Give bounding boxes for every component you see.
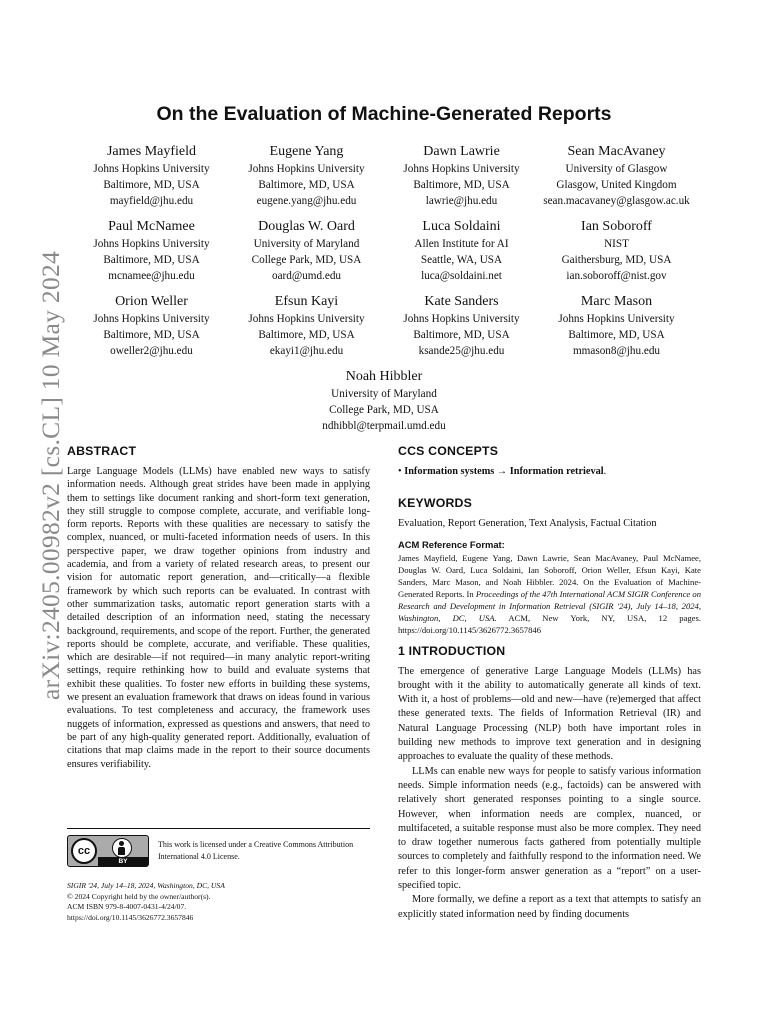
author-name: Paul McNamee [108, 219, 195, 234]
arxiv-identifier: arXiv:2405.00982v2 [cs.CL] 10 May 2024 [36, 250, 65, 700]
author-affiliation: NIST [604, 238, 629, 250]
author-name: James Mayfield [106, 144, 197, 159]
by-label: BY [98, 857, 148, 866]
author [539, 293, 694, 359]
ccs-concepts [398, 465, 701, 478]
ccs-arrow: → [496, 466, 508, 477]
venue-conference: SIGIR '24, July 14–18, 2024, Washington, DC, USA [67, 881, 225, 890]
keywords-text: Evaluation, Report Generation, Text Analysis, Factual Citation [398, 518, 657, 530]
author-location: College Park, MD, USA [251, 254, 362, 266]
acm-reference-tail: ACM, New York, NY, USA, 12 pages. https://doi.org/10.1145/3626772.3657846 [398, 612, 701, 635]
author-affiliation: University of Glasgow [565, 163, 668, 175]
paper-title: On the Evaluation of Machine-Generated Reports [156, 103, 612, 125]
author-location: Seattle, WA, USA [420, 254, 503, 266]
author-location: Baltimore, MD, USA [103, 179, 200, 191]
cc-by-badge-icon[interactable] [67, 835, 149, 867]
author [229, 218, 384, 284]
author-email: oweller2@jhu.edu [110, 345, 193, 357]
author [229, 293, 384, 359]
venue-info [67, 881, 370, 923]
author-location: Baltimore, MD, USA [103, 329, 200, 341]
author-name: Dawn Lawrie [423, 144, 500, 159]
author-name: Efsun Kayi [274, 294, 339, 309]
author-email: sean.macavaney@glasgow.ac.uk [543, 195, 690, 207]
author-location: Baltimore, MD, USA [258, 179, 355, 191]
author-location: Baltimore, MD, USA [568, 329, 665, 341]
author-email: mcnamee@jhu.edu [108, 270, 195, 282]
author-name: Kate Sanders [424, 294, 499, 309]
author-block [74, 143, 694, 443]
author-row [74, 293, 694, 359]
author-email: lawrie@jhu.edu [425, 195, 498, 207]
abstract-heading: ABSTRACT [67, 444, 137, 458]
author-affiliation: Allen Institute for AI [414, 238, 509, 250]
author [74, 218, 229, 284]
author [229, 143, 384, 209]
author [384, 143, 539, 209]
author-email: ian.soboroff@nist.gov [566, 270, 667, 282]
author-row [74, 368, 694, 434]
ccs-period: . [603, 466, 607, 477]
author [74, 143, 229, 209]
author-location: Baltimore, MD, USA [413, 179, 510, 191]
author [539, 218, 694, 284]
attribution-person-icon [112, 838, 132, 858]
author-location: Baltimore, MD, USA [413, 329, 510, 341]
author-email: ndhibbl@terpmail.umd.edu [322, 420, 446, 432]
author-name: Eugene Yang [269, 144, 344, 159]
acm-reference-text [398, 552, 701, 636]
keywords-heading: KEYWORDS [398, 496, 473, 511]
right-column [398, 444, 701, 922]
author-location: Baltimore, MD, USA [258, 329, 355, 341]
author-row [74, 218, 694, 284]
author [539, 143, 694, 209]
ccs-bullet: • [398, 466, 402, 477]
author-name: Noah Hibbler [345, 369, 423, 384]
author-email: eugene.yang@jhu.edu [256, 195, 357, 207]
author-name: Orion Weller [115, 294, 188, 309]
author-affiliation: Johns Hopkins University [248, 313, 365, 325]
introduction-heading: 1 INTRODUCTION [398, 643, 506, 658]
author-location: Gaithersburg, MD, USA [561, 254, 672, 266]
cc-icon: cc [71, 838, 97, 864]
author-location: College Park, MD, USA [329, 404, 439, 416]
author-affiliation: Johns Hopkins University [403, 313, 520, 325]
ccs-term-systems: Information systems [404, 466, 495, 477]
license-block [67, 828, 370, 923]
author-location: Baltimore, MD, USA [103, 254, 200, 266]
author-name: Luca Soldaini [422, 219, 501, 234]
intro-paragraph: The emergence of generative Large Language Models (LLMs) has brought with it the ability to automatically generate all kinds of text. With it, a host of problems—old and new—have (re)emerged that affect these generated texts. The fields of Information Retrieval (IR) and Natural Language Processing (NLP) both have important roles in building new methods to improve text generation and in designing approaches to evaluate the quality of these methods. [398, 665, 701, 763]
author-email: ksande25@jhu.edu [418, 345, 505, 357]
license-text: This work is licensed under a Creative Commons Attribution International 4.0 License. [158, 840, 354, 861]
author-email: mmason8@jhu.edu [572, 345, 661, 357]
author-affiliation: Johns Hopkins University [93, 238, 210, 250]
venue-copyright: © 2024 Copyright held by the owner/author(s). [67, 891, 211, 901]
intro-paragraph: LLMs can enable new ways for people to satisfy various information needs. Simple information needs (e.g., factoids) can be answered with relatively short generated responses pointing to a single source. However, when information needs are complex, nuanced, or multifaceted, a suitable response must also be more complex. They need to draw together numerous facts gathered from potentially multiple sources to completely and faithfully respond to the information need. We refer to this longer-form answer generation as a “report” on a user-specified topic. [398, 765, 701, 892]
author-row [74, 143, 694, 209]
ccs-term-retrieval: Information retrieval [509, 466, 604, 477]
author-affiliation: Johns Hopkins University [558, 313, 675, 325]
author [384, 218, 539, 284]
author-affiliation: Johns Hopkins University [248, 163, 365, 175]
intro-paragraph: More formally, we define a report as a text that attempts to satisfy an explicitly stated information need by finding documents [398, 894, 701, 920]
author [384, 293, 539, 359]
ccs-heading: CCS CONCEPTS [398, 444, 499, 458]
acm-reference-heading: ACM Reference Format: [398, 538, 505, 550]
author-affiliation: Johns Hopkins University [93, 313, 210, 325]
author-name: Sean MacAvaney [567, 144, 666, 159]
author-name: Marc Mason [580, 294, 653, 309]
author-email: mayfield@jhu.edu [109, 195, 194, 207]
venue-isbn: ACM ISBN 979-8-4007-0431-4/24/07. [67, 902, 187, 911]
author-affiliation: University of Maryland [253, 238, 360, 250]
abstract-text: Large Language Models (LLMs) have enabled new ways to satisfy information needs. Although great strides have been made in applying them to settings like document ranking and short-form text generation, they still struggle to compose complete, accurate, and verifiable long-form reports. Reports with these qualities are necessary to satisfy the complex, nuanced, or multi-faceted information needs of users. In this perspective paper, we draw together opinions from industry and academia, and from a variety of related research areas, to present our vision for automatic report generation, and—critically—a flexible framework by which such reports can be evaluated. In contrast with other summarization tasks, automatic report generation starts with a detailed description of an information need, stating the necessary background, requirements, and scope of the report. Further, the generated reports should be complete, accurate, and verifiable. These qualities, which are desirable—if not required—in many analytic report-writing settings, require rethinking how to build and evaluate systems that exhibit these qualities. To foster new efforts in building these systems, we present an evaluation framework that draws on ideas found in various evaluations. To test completeness and accuracy, the framework uses nuggets of information, expressed as questions and answers, that need to be part of any high-quality generated report. Additionally, evaluation of citations that map claims made in the report to their source documents ensures verifiability. [67, 466, 370, 770]
author-email: ekayi1@jhu.edu [269, 345, 344, 357]
author-email: oard@umd.edu [271, 270, 342, 282]
author [307, 368, 462, 434]
author-email: luca@soldaini.net [421, 270, 502, 282]
license-row [67, 835, 370, 867]
author-name: Ian Soboroff [581, 219, 652, 234]
author-affiliation: University of Maryland [331, 388, 437, 400]
author-name: Douglas W. Oard [258, 219, 355, 234]
venue-doi-link[interactable]: https://doi.org/10.1145/3626772.3657846 [67, 912, 194, 922]
left-column [67, 444, 370, 771]
author [74, 293, 229, 359]
author-affiliation: Johns Hopkins University [93, 163, 210, 175]
author-location: Glasgow, United Kingdom [556, 179, 677, 191]
acm-reference-authors: James Mayfield, Eugene Yang, Dawn Lawrie, Sean MacAvaney, Paul McNamee, Douglas W. Oard, Luca Soldaini, Ian Soboroff, Orion Weller, Efsun Kayi, Kate Sanders, Marc Mason, and Noah Hibbler. 2024. On the Evaluation of Machine-Generated Reports. In [398, 552, 701, 599]
acm-reference-proceedings: Proceedings of the 47th International ACM SIGIR Conference on Research and Development in Information Retrieval (SIGIR '24), July 14–18, 2024, Washington, DC, USA. [398, 588, 701, 623]
author-affiliation: Johns Hopkins University [403, 163, 520, 175]
